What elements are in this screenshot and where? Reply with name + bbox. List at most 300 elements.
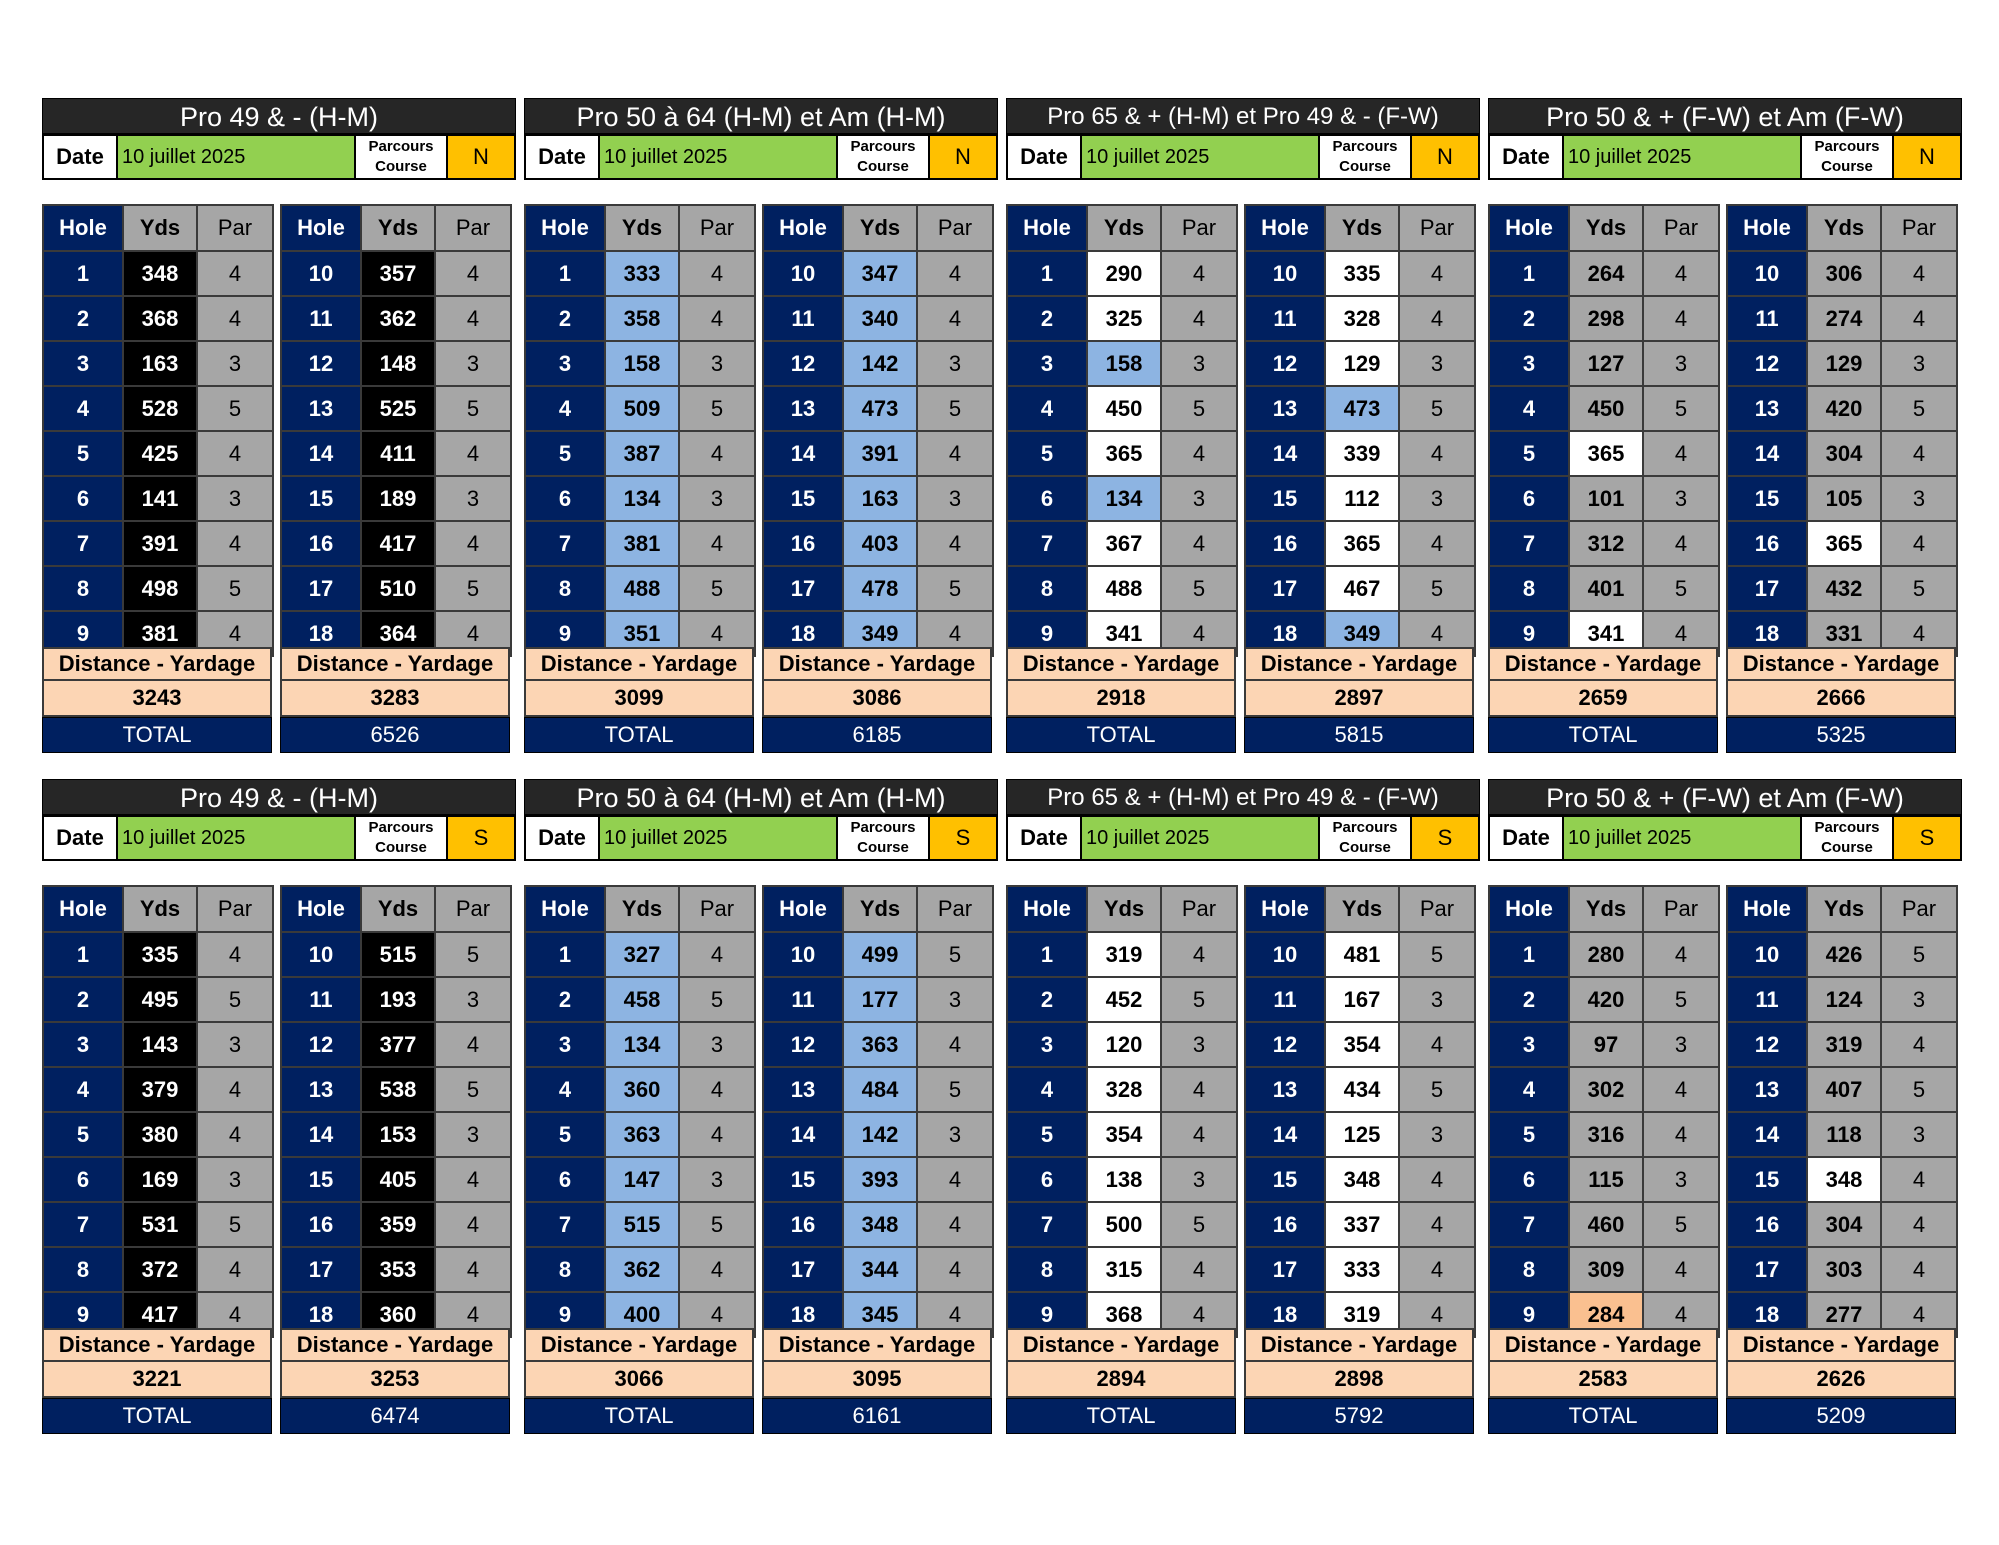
date-value: 10 juillet 2025	[600, 136, 838, 178]
yardage-cell: 169	[123, 1157, 197, 1202]
yardage-cell: 364	[361, 611, 435, 656]
hole-number: 17	[763, 1247, 843, 1292]
par-cell: 4	[1399, 1292, 1475, 1337]
par-cell: 5	[1161, 386, 1237, 431]
table-row	[43, 251, 273, 296]
par-cell: 4	[1161, 1067, 1237, 1112]
hole-number: 9	[525, 611, 605, 656]
yardage-cell: 405	[361, 1157, 435, 1202]
par-cell: 5	[1643, 566, 1719, 611]
par-cell: 5	[1399, 386, 1475, 431]
hole-number: 3	[43, 341, 123, 386]
hole-number: 13	[1245, 1067, 1325, 1112]
table-row	[1489, 1067, 1719, 1112]
par-cell: 5	[917, 566, 993, 611]
yardage-cell: 115	[1569, 1157, 1643, 1202]
yardage-cell: 127	[1569, 341, 1643, 386]
back-nine	[1726, 204, 1956, 657]
yardage-cell: 528	[123, 386, 197, 431]
par-cell: 4	[1881, 1247, 1957, 1292]
hole-number: 1	[1007, 932, 1087, 977]
par-cell: 3	[197, 1022, 273, 1067]
yardage-cell: 407	[1807, 1067, 1881, 1112]
date-label: Date	[1490, 817, 1564, 859]
back-footer	[280, 647, 510, 753]
yds-header: Yds	[123, 886, 197, 932]
yardage-cell: 367	[1087, 521, 1161, 566]
hole-number: 12	[763, 1022, 843, 1067]
front-footer	[42, 1328, 272, 1434]
par-cell: 5	[679, 566, 755, 611]
table-row	[1245, 386, 1475, 431]
par-cell: 5	[1881, 386, 1957, 431]
yardage-cell: 381	[123, 611, 197, 656]
hole-number: 4	[525, 386, 605, 431]
hole-header: Hole	[281, 886, 361, 932]
yardage-cell: 425	[123, 431, 197, 476]
par-cell: 4	[435, 1202, 511, 1247]
total-value: 5815	[1244, 717, 1474, 753]
par-cell: 4	[1643, 1292, 1719, 1337]
front-nine	[42, 885, 272, 1338]
par-cell: 4	[197, 932, 273, 977]
hole-number: 3	[1007, 1022, 1087, 1067]
table-header	[1489, 205, 1719, 251]
table-row	[1489, 341, 1719, 386]
hole-number: 4	[1489, 386, 1569, 431]
table-row	[1245, 932, 1475, 977]
par-cell: 4	[679, 611, 755, 656]
par-cell: 4	[197, 431, 273, 476]
hole-number: 15	[281, 476, 361, 521]
yardage-cell: 365	[1569, 431, 1643, 476]
par-cell: 4	[917, 251, 993, 296]
yardage-cell: 403	[843, 521, 917, 566]
hole-number: 5	[525, 1112, 605, 1157]
par-cell: 4	[1643, 1112, 1719, 1157]
hole-header: Hole	[525, 205, 605, 251]
hole-number: 9	[1007, 1292, 1087, 1337]
hole-number: 2	[1489, 977, 1569, 1022]
hole-header: Hole	[763, 886, 843, 932]
table-row	[281, 476, 511, 521]
yds-header: Yds	[605, 886, 679, 932]
par-cell: 3	[1643, 1157, 1719, 1202]
yardage-cell: 348	[1807, 1157, 1881, 1202]
yardage-cell: 319	[1807, 1022, 1881, 1067]
yds-header: Yds	[1807, 205, 1881, 251]
table-row	[281, 932, 511, 977]
hole-header: Hole	[1245, 205, 1325, 251]
table-header	[763, 205, 993, 251]
table-row	[1727, 431, 1957, 476]
yardage-cell: 354	[1087, 1112, 1161, 1157]
hole-number: 8	[525, 1247, 605, 1292]
scorecard-group	[1488, 98, 1962, 747]
hole-number: 16	[1245, 521, 1325, 566]
table-row	[281, 521, 511, 566]
yardage-cell: 358	[605, 296, 679, 341]
par-cell: 4	[197, 296, 273, 341]
course-value: N	[1894, 136, 1960, 178]
par-cell: 3	[435, 977, 511, 1022]
par-cell: 4	[435, 521, 511, 566]
par-cell: 4	[435, 251, 511, 296]
yardage-cell: 158	[605, 341, 679, 386]
date-row	[1488, 815, 1962, 861]
hole-header: Hole	[1489, 886, 1569, 932]
par-cell: 4	[1643, 431, 1719, 476]
table-row	[43, 296, 273, 341]
hole-number: 18	[281, 611, 361, 656]
yardage-cell: 302	[1569, 1067, 1643, 1112]
par-cell: 3	[1399, 476, 1475, 521]
table-row	[1727, 521, 1957, 566]
yardage-cell: 348	[843, 1202, 917, 1247]
yardage-cell: 401	[1569, 566, 1643, 611]
table-row	[1007, 932, 1237, 977]
par-header: Par	[1643, 886, 1719, 932]
par-cell: 3	[197, 476, 273, 521]
back-footer	[762, 1328, 992, 1434]
hole-number: 4	[1007, 1067, 1087, 1112]
yardage-cell: 434	[1325, 1067, 1399, 1112]
back-footer	[762, 647, 992, 753]
par-header: Par	[1161, 886, 1237, 932]
yardage-cell: 349	[1325, 611, 1399, 656]
par-header: Par	[679, 205, 755, 251]
yardage-cell: 189	[361, 476, 435, 521]
par-cell: 4	[679, 1292, 755, 1337]
yardage-cell: 129	[1807, 341, 1881, 386]
hole-header: Hole	[1007, 886, 1087, 932]
parcours-label: Parcours	[1814, 819, 1880, 836]
table-row	[763, 251, 993, 296]
hole-header: Hole	[1245, 886, 1325, 932]
hole-number: 2	[1007, 296, 1087, 341]
yds-header: Yds	[361, 205, 435, 251]
par-cell: 5	[435, 386, 511, 431]
table-row	[281, 977, 511, 1022]
par-cell: 4	[1881, 1292, 1957, 1337]
total-label: TOTAL	[524, 717, 754, 753]
par-cell: 3	[917, 977, 993, 1022]
back-footer	[1726, 647, 1956, 753]
hole-number: 6	[43, 476, 123, 521]
table-header	[1245, 886, 1475, 932]
hole-number: 16	[763, 1202, 843, 1247]
distance-label: Distance - Yardage	[42, 1328, 272, 1362]
hole-header: Hole	[1727, 205, 1807, 251]
par-header: Par	[197, 205, 273, 251]
par-cell: 4	[1643, 296, 1719, 341]
yardage-cell: 351	[605, 611, 679, 656]
par-cell: 3	[917, 341, 993, 386]
table-row	[1727, 932, 1957, 977]
table-row	[43, 386, 273, 431]
table-row	[1489, 251, 1719, 296]
yardage-cell: 333	[605, 251, 679, 296]
table-row	[1007, 1202, 1237, 1247]
yds-header: Yds	[123, 205, 197, 251]
table-row	[525, 296, 755, 341]
par-cell: 3	[1881, 341, 1957, 386]
table-row	[763, 521, 993, 566]
date-value: 10 juillet 2025	[1564, 136, 1802, 178]
yardage-cell: 365	[1087, 431, 1161, 476]
hole-number: 15	[1727, 1157, 1807, 1202]
hole-number: 1	[43, 932, 123, 977]
hole-number: 8	[525, 566, 605, 611]
group-title: Pro 65 & + (H-M) et Pro 49 & - (F-W)	[1006, 98, 1480, 134]
par-header: Par	[197, 886, 273, 932]
table-row	[525, 251, 755, 296]
back-footer	[1244, 1328, 1474, 1434]
front-nine	[524, 885, 754, 1338]
yardage-cell: 473	[843, 386, 917, 431]
hole-number: 12	[763, 341, 843, 386]
yardage-cell: 360	[361, 1292, 435, 1337]
group-title: Pro 65 & + (H-M) et Pro 49 & - (F-W)	[1006, 779, 1480, 815]
hole-number: 8	[1007, 1247, 1087, 1292]
hole-number: 9	[1489, 611, 1569, 656]
par-cell: 4	[679, 1112, 755, 1157]
hole-number: 18	[1245, 611, 1325, 656]
hole-number: 10	[1727, 932, 1807, 977]
hole-number: 2	[43, 977, 123, 1022]
course-label-en: Course	[857, 158, 909, 175]
hole-number: 2	[43, 296, 123, 341]
table-row	[525, 476, 755, 521]
total-label: TOTAL	[42, 1398, 272, 1434]
course-value: S	[448, 817, 514, 859]
par-cell: 4	[1643, 1067, 1719, 1112]
hole-number: 8	[1007, 566, 1087, 611]
yardage-cell: 158	[1087, 341, 1161, 386]
distance-value: 3066	[524, 1362, 754, 1398]
table-row	[1007, 251, 1237, 296]
yardage-cell: 193	[361, 977, 435, 1022]
hole-number: 3	[1489, 341, 1569, 386]
table-row	[1245, 1157, 1475, 1202]
yardage-cell: 381	[605, 521, 679, 566]
date-label: Date	[1008, 817, 1082, 859]
yardage-cell: 177	[843, 977, 917, 1022]
yds-header: Yds	[1569, 205, 1643, 251]
par-cell: 4	[1161, 1292, 1237, 1337]
yardage-cell: 420	[1807, 386, 1881, 431]
yardage-cell: 393	[843, 1157, 917, 1202]
yardage-cell: 450	[1569, 386, 1643, 431]
par-cell: 4	[679, 932, 755, 977]
table-row	[1727, 1202, 1957, 1247]
hole-number: 11	[1727, 977, 1807, 1022]
table-row	[281, 296, 511, 341]
par-cell: 5	[1399, 932, 1475, 977]
hole-table	[762, 204, 994, 657]
hole-number: 4	[1007, 386, 1087, 431]
hole-number: 6	[1007, 476, 1087, 521]
hole-number: 10	[281, 932, 361, 977]
table-row	[1727, 1112, 1957, 1157]
distance-value: 2626	[1726, 1362, 1956, 1398]
parcours-label: Parcours	[1814, 138, 1880, 155]
distance-value: 3086	[762, 681, 992, 717]
yardage-cell: 280	[1569, 932, 1643, 977]
par-cell: 4	[1161, 932, 1237, 977]
table-row	[1245, 1067, 1475, 1112]
date-row	[42, 134, 516, 180]
hole-number: 13	[763, 386, 843, 431]
back-nine	[280, 885, 510, 1338]
hole-number: 6	[1489, 476, 1569, 521]
par-cell: 3	[1643, 476, 1719, 521]
par-cell: 4	[679, 251, 755, 296]
table-row	[1489, 296, 1719, 341]
hole-number: 16	[1245, 1202, 1325, 1247]
hole-number: 17	[281, 1247, 361, 1292]
hole-number: 14	[763, 431, 843, 476]
front-nine	[42, 204, 272, 657]
par-cell: 4	[679, 296, 755, 341]
yds-header: Yds	[1569, 886, 1643, 932]
par-cell: 4	[917, 431, 993, 476]
distance-value: 2659	[1488, 681, 1718, 717]
yardage-cell: 298	[1569, 296, 1643, 341]
par-cell: 5	[1643, 1202, 1719, 1247]
par-header: Par	[435, 886, 511, 932]
par-cell: 3	[1643, 1022, 1719, 1067]
hole-number: 17	[763, 566, 843, 611]
hole-number: 10	[763, 251, 843, 296]
course-label-en: Course	[1339, 158, 1391, 175]
hole-number: 12	[281, 1022, 361, 1067]
par-cell: 4	[1399, 431, 1475, 476]
hole-number: 5	[1007, 431, 1087, 476]
table-row	[281, 566, 511, 611]
date-label: Date	[44, 136, 118, 178]
par-cell: 4	[1399, 611, 1475, 656]
par-cell: 3	[197, 1157, 273, 1202]
table-header	[525, 886, 755, 932]
yardage-cell: 134	[605, 1022, 679, 1067]
yardage-cell: 499	[843, 932, 917, 977]
hole-number: 3	[43, 1022, 123, 1067]
hole-number: 11	[763, 977, 843, 1022]
table-row	[43, 341, 273, 386]
par-cell: 4	[435, 1247, 511, 1292]
date-row	[1006, 815, 1480, 861]
hole-number: 8	[43, 1247, 123, 1292]
parcours-label: Parcours	[850, 138, 916, 155]
table-row	[43, 1112, 273, 1157]
date-row	[1006, 134, 1480, 180]
table-row	[43, 977, 273, 1022]
hole-number: 17	[1727, 1247, 1807, 1292]
table-row	[525, 521, 755, 566]
table-row	[525, 1112, 755, 1157]
yardage-cell: 488	[605, 566, 679, 611]
hole-table	[42, 204, 274, 657]
par-cell: 4	[1643, 521, 1719, 566]
hole-number: 11	[281, 296, 361, 341]
hole-number: 15	[1245, 1157, 1325, 1202]
yardage-cell: 391	[123, 521, 197, 566]
hole-number: 1	[1489, 932, 1569, 977]
par-cell: 5	[917, 386, 993, 431]
group-title: Pro 49 & - (H-M)	[42, 779, 516, 815]
course-value: N	[930, 136, 996, 178]
par-cell: 4	[1161, 1247, 1237, 1292]
yardage-cell: 124	[1807, 977, 1881, 1022]
hole-number: 10	[1727, 251, 1807, 296]
hole-header: Hole	[763, 205, 843, 251]
par-cell: 4	[197, 251, 273, 296]
date-label: Date	[44, 817, 118, 859]
table-row	[763, 1022, 993, 1067]
hole-number: 7	[1489, 1202, 1569, 1247]
yardage-cell: 354	[1325, 1022, 1399, 1067]
par-cell: 4	[1399, 251, 1475, 296]
hole-header: Hole	[43, 886, 123, 932]
par-cell: 4	[197, 1292, 273, 1337]
yardage-cell: 167	[1325, 977, 1399, 1022]
par-cell: 4	[1161, 1112, 1237, 1157]
yardage-cell: 331	[1807, 611, 1881, 656]
yardage-cell: 362	[361, 296, 435, 341]
table-row	[281, 251, 511, 296]
yardage-cell: 325	[1087, 296, 1161, 341]
hole-number: 12	[1727, 341, 1807, 386]
yardage-cell: 284	[1569, 1292, 1643, 1337]
distance-label: Distance - Yardage	[1726, 1328, 1956, 1362]
par-cell: 5	[1881, 932, 1957, 977]
hole-number: 9	[43, 1292, 123, 1337]
par-cell: 3	[679, 1022, 755, 1067]
hole-table	[1006, 204, 1238, 657]
yardage-cell: 372	[123, 1247, 197, 1292]
hole-number: 9	[1007, 611, 1087, 656]
par-cell: 4	[197, 1247, 273, 1292]
par-cell: 4	[435, 1022, 511, 1067]
par-header: Par	[917, 886, 993, 932]
table-row	[1245, 977, 1475, 1022]
table-row	[43, 566, 273, 611]
table-row	[1245, 1022, 1475, 1067]
par-cell: 5	[1881, 1067, 1957, 1112]
hole-number: 7	[1489, 521, 1569, 566]
date-label: Date	[526, 817, 600, 859]
date-label: Date	[1490, 136, 1564, 178]
distance-value: 3243	[42, 681, 272, 717]
table-row	[1489, 1247, 1719, 1292]
hole-number: 4	[525, 1067, 605, 1112]
yardage-cell: 309	[1569, 1247, 1643, 1292]
hole-number: 8	[1489, 1247, 1569, 1292]
table-row	[763, 296, 993, 341]
hole-number: 5	[43, 431, 123, 476]
total-label: TOTAL	[1006, 717, 1236, 753]
scorecard-group	[1006, 779, 1480, 1428]
hole-number: 11	[1245, 296, 1325, 341]
table-row	[43, 476, 273, 521]
group-title: Pro 50 à 64 (H-M) et Am (H-M)	[524, 98, 998, 134]
course-label	[356, 817, 448, 859]
yds-header: Yds	[1087, 205, 1161, 251]
par-cell: 4	[917, 611, 993, 656]
yardage-cell: 319	[1087, 932, 1161, 977]
table-row	[1727, 386, 1957, 431]
